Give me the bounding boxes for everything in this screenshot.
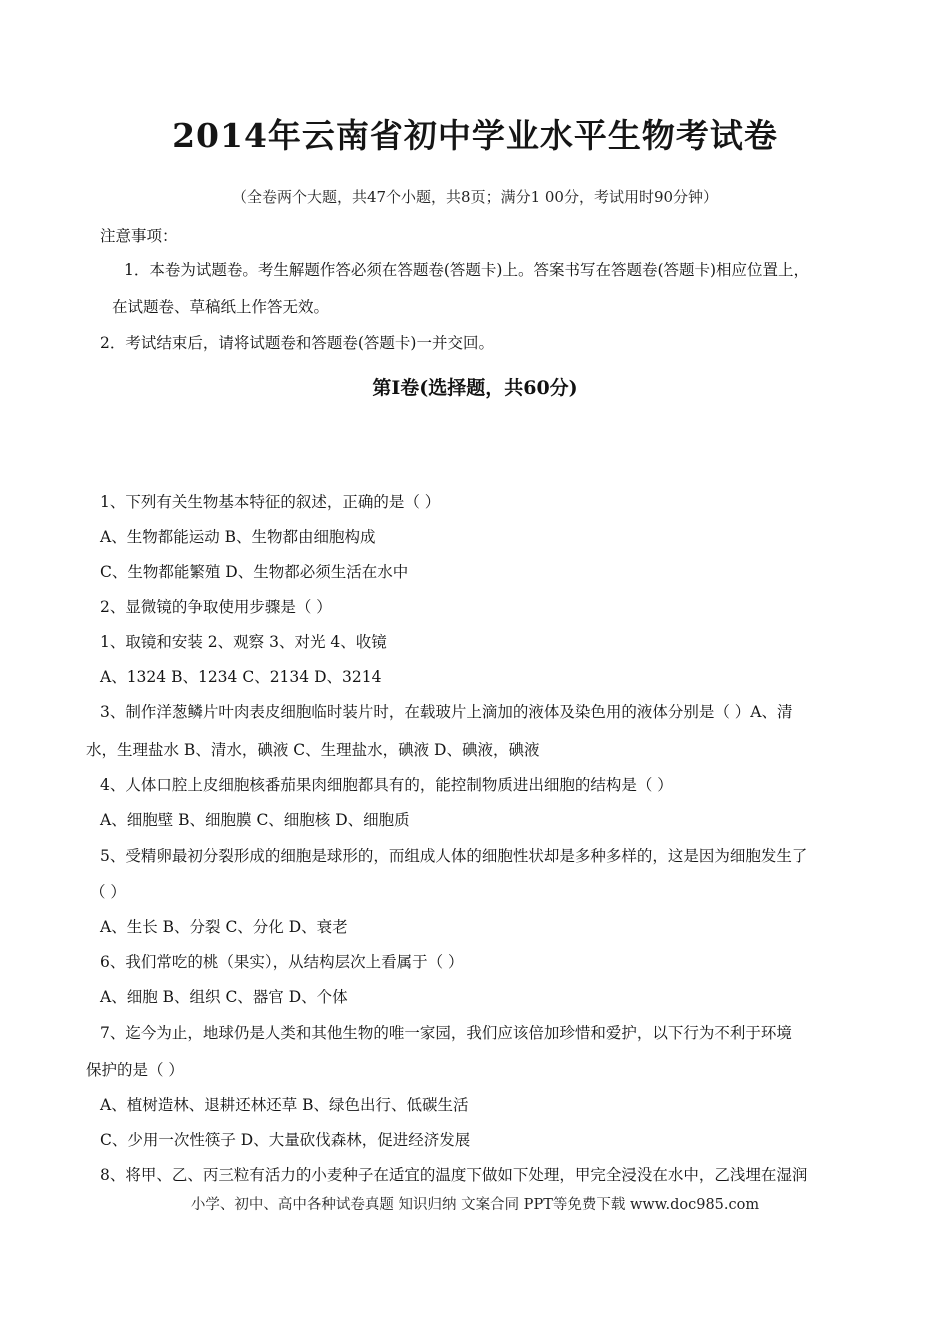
option-line: A、植树造林、退耕还林还草 B、绿色出行、低碳生活: [100, 1096, 469, 1114]
question-line: 4、人体口腔上皮细胞核番茄果肉细胞都具有的，能控制物质进出细胞的结构是（ ）: [100, 776, 673, 794]
document-title: 2014年云南省初中学业水平生物考试卷: [172, 116, 778, 155]
option-line: A、生长 B、分裂 C、分化 D、衰老: [100, 918, 348, 936]
option-line: A、生物都能运动 B、生物都由细胞构成: [100, 528, 376, 546]
question-line: 保护的是（ ）: [86, 1061, 184, 1079]
question-line: 1、取镜和安装 2、观察 3、对光 4、收镜: [100, 633, 387, 651]
section-title: 第Ⅰ卷(选择题，共60分): [372, 377, 578, 399]
notice-item-1-cont: 在试题卷、草稿纸上作答无效。: [112, 298, 330, 316]
question-line: 5、受精卵最初分裂形成的细胞是球形的，而组成人体的细胞性状却是多种多样的，这是因为细胞发生了: [100, 847, 808, 865]
question-line: 2、显微镜的争取使用步骤是（ ）: [100, 598, 332, 616]
question-line: 1、下列有关生物基本特征的叙述，正确的是（ ）: [100, 493, 441, 511]
option-line: C、生物都能繁殖 D、生物都必须生活在水中: [100, 563, 409, 581]
option-line: A、细胞壁 B、细胞膜 C、细胞核 D、细胞质: [100, 811, 410, 829]
notice-item-1: 1．本卷为试题卷。考生解题作答必须在答题卷(答题卡)上。答案书写在答题卷(答题卡)相应位置上，: [124, 261, 810, 279]
question-line: 7、迄今为止，地球仍是人类和其他生物的唯一家园，我们应该倍加珍惜和爱护，以下行为不利于环境: [100, 1024, 792, 1042]
option-line: A、1324 B、1234 C、2134 D、3214: [100, 668, 382, 686]
option-line: A、细胞 B、组织 C、器官 D、个体: [100, 988, 348, 1006]
option-line: 水，生理盐水 B、清水，碘液 C、生理盐水，碘液 D、碘液，碘液: [86, 741, 540, 759]
notice-item-2: 2．考试结束后，请将试题卷和答题卷(答题卡)一并交回。: [100, 334, 494, 352]
question-line: 6、我们常吃的桃（果实），从结构层次上看属于（ ）: [100, 953, 464, 971]
question-line: 8、将甲、乙、丙三粒有活力的小麦种子在适宜的温度下做如下处理，甲完全浸没在水中，乙浅埋在湿润: [100, 1166, 808, 1184]
question-line: （ ）: [90, 883, 126, 901]
question-line: 3、制作洋葱鳞片叶肉表皮细胞临时装片时，在载玻片上滴加的液体及染色用的液体分别是（ ）A、清: [100, 703, 793, 721]
document-subtitle: （全卷两个大题，共47个小题，共8页；满分1 00分，考试用时90分钟）: [231, 188, 719, 206]
option-line: C、少用一次性筷子 D、大量砍伐森林，促进经济发展: [100, 1131, 471, 1149]
page-footer: 小学、初中、高中各种试卷真题 知识归纳 文案合同 PPT等免费下载 www.doc985.com: [190, 1197, 760, 1213]
notice-heading: 注意事项：: [100, 227, 178, 245]
